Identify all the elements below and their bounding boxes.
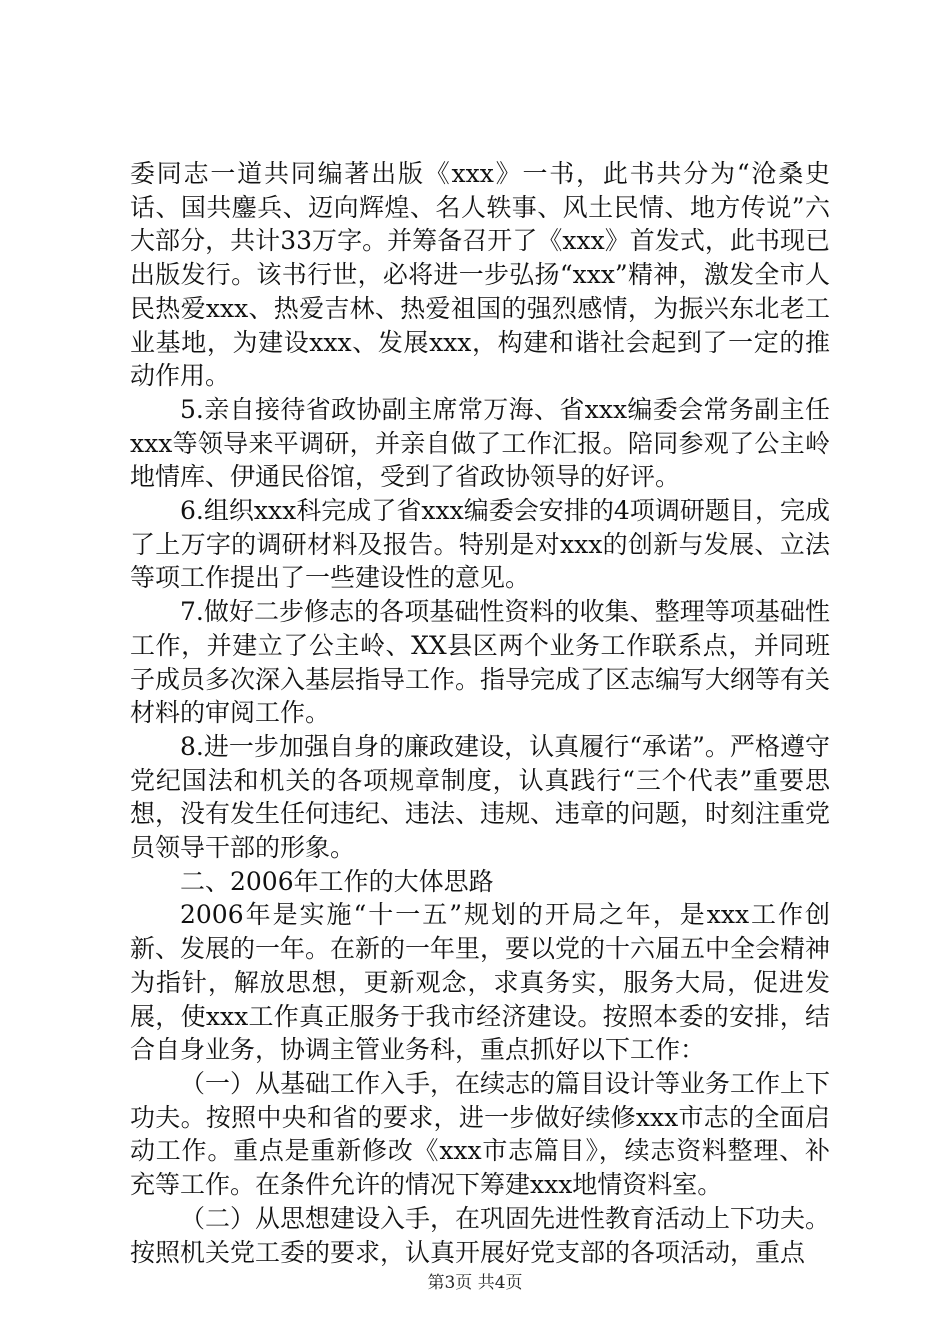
paragraph-7: （一）从基础工作入手，在续志的篇目设计等业务工作上下功夫。按照中央和省的要求，进一步做好续修xxx市志的全面启动工作。重点是重新修改《xxx市志篇目》，续志资料整理、补充等工作。在条件允许的情况下筹建xxx地情资料室。 — [130, 1068, 831, 1200]
section-heading: 二、2006年工作的大体思路 — [180, 866, 494, 896]
paragraph-5: 8.进一步加强自身的廉政建设，认真履行“承诺”。严格遵守党纪国法和机关的各项规章制度，认真践行“三个代表”重要思想，没有发生任何违纪、违法、违规、违章的问题，时刻注重党员领导干部的形象。 — [130, 731, 831, 863]
document-body — [130, 157, 830, 1269]
paragraph-3: 6.组织xxx科完成了省xxx编委会安排的4项调研题目，完成了上万字的调研材料及报告。特别是对xxx的创新与发展、立法等项工作提出了一些建设性的意见。 — [130, 496, 830, 593]
paragraph-2: 5.亲自接待省政协副主席常万海、省xxx编委会常务副主任xxx等领导来平调研，并亲自做了工作汇报。陪同参观了公主岭地情库、伊通民俗馆，受到了省政协领导的好评。 — [130, 394, 830, 492]
paragraph-6: 2006年是实施“十一五”规划的开局之年，是xxx工作创新、发展的一年。在新的一年里，要以党的十六届五中全会精神为指针，解放思想，更新观念，求真务实，服务大局，促进发展，使xxx工作真正服务于我市经济建设。按照本委的安排，结合自身业务，协调主管业务科，重点抓好以下工作： — [130, 900, 831, 1065]
page-footer: 第3页 共4页 — [427, 1273, 523, 1293]
paragraph-4: 7.做好二步修志的各项基础性资料的收集、整理等项基础性工作，并建立了公主岭、XX县区两个业务工作联系点，并同班子成员多次深入基层指导工作。指导完成了区志编写大纲等有关材料的审阅工作。 — [130, 597, 831, 728]
paragraph-1: 委同志一道共同编著出版《xxx》一书，此书共分为“沧桑史话、国共鏖兵、迈向辉煌、名人轶事、风土民情、地方传说”六大部分，共计33万字。并筹备召开了《xxx》首发式，此书现已出版发行。该书行世，必将进一步弘扬“xxx”精神，激发全市人民热爱xxx、热爱吉林、热爱祖国的强烈感情，为振兴东北老工业基地，为建设xxx、发展xxx，构建和谐社会起到了一定的推动作用。 — [130, 159, 830, 391]
paragraph-8: （二）从思想建设入手，在巩固先进性教育活动上下功夫。按照机关党工委的要求，认真开展好党支部的各项活动，重点 — [130, 1203, 831, 1267]
